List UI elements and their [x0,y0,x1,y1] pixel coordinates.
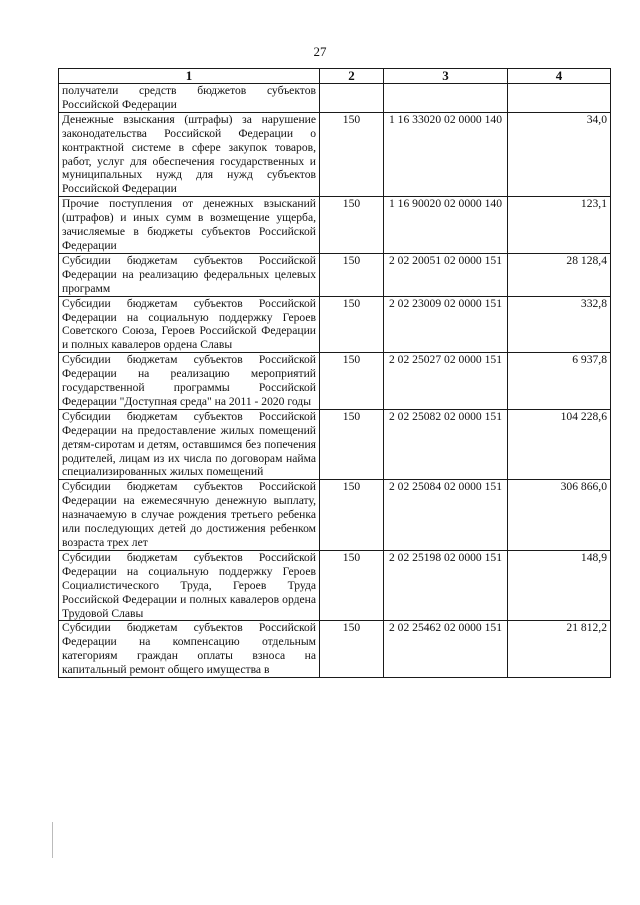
row-kbk: 2 02 20051 02 0000 151 [384,253,508,296]
row-name: Субсидии бюджетам субъектов Российской Федерации на предоставление жилых помещений детям-сиротам и детям, оставшимся без попечения родителей, лицам из их числа по договорам найма специализированных жилых помещений [59,409,320,480]
row-name: Субсидии бюджетам субъектов Российской Федерации на социальную поддержку Героев Советского Союза, Героев Российской Федерации и полных кавалеров ордена Славы [59,296,320,353]
row-amount: 34,0 [508,112,611,196]
page-number: 27 [313,44,327,59]
row-kbk: 2 02 25027 02 0000 151 [384,353,508,410]
row-code: 150 [320,480,384,551]
row-amount: 332,8 [508,296,611,353]
column-header-4: 4 [508,69,611,84]
table-row [59,353,611,410]
row-name: Прочие поступления от денежных взысканий (штрафов) и иных сумм в возмещение ущерба, зачисляемые в бюджеты субъектов Российской Федерации [59,197,320,254]
table-row [59,480,611,551]
table-header-row [59,69,611,84]
column-header-1: 1 [59,69,320,84]
row-amount [508,84,611,113]
row-code: 150 [320,197,384,254]
row-code: 150 [320,296,384,353]
row-amount: 123,1 [508,197,611,254]
column-header-3: 3 [384,69,508,84]
budget-revenue-table [58,68,611,678]
row-name: Субсидии бюджетам субъектов Российской Федерации на реализацию федеральных целевых программ [59,253,320,296]
row-code: 150 [320,409,384,480]
row-code: 150 [320,253,384,296]
row-name: Субсидии бюджетам субъектов Российской Федерации на реализацию мероприятий государственной программы Российской Федерации "Доступная среда" на 2011 - 2020 годы [59,353,320,410]
table-row [59,296,611,353]
row-amount: 6 937,8 [508,353,611,410]
row-amount: 28 128,4 [508,253,611,296]
row-code: 150 [320,550,384,621]
row-name: Субсидии бюджетам субъектов Российской Федерации на ежемесячную денежную выплату, назначаемую в случае рождения третьего ребенка или последующих детей до достижения ребенком возраста трех лет [59,480,320,551]
row-kbk: 1 16 90020 02 0000 140 [384,197,508,254]
table-row [59,84,611,113]
row-name: получатели средств бюджетов субъектов Российской Федерации [59,84,320,113]
table-row [59,253,611,296]
row-kbk [384,84,508,113]
row-code [320,84,384,113]
table-row [59,621,611,678]
row-name: Денежные взыскания (штрафы) за нарушение законодательства Российской Федерации о контрактной системе в сфере закупок товаров, работ, услуг для обеспечения государственных и муниципальных нужд для нужд субъектов Российской Федерации [59,112,320,196]
row-kbk: 2 02 25198 02 0000 151 [384,550,508,621]
row-code: 150 [320,112,384,196]
row-amount: 104 228,6 [508,409,611,480]
row-amount: 306 866,0 [508,480,611,551]
row-kbk: 2 02 25084 02 0000 151 [384,480,508,551]
column-header-2: 2 [320,69,384,84]
table-row [59,197,611,254]
row-kbk: 2 02 25462 02 0000 151 [384,621,508,678]
table-row [59,550,611,621]
row-code: 150 [320,353,384,410]
table-row [59,409,611,480]
row-kbk: 2 02 23009 02 0000 151 [384,296,508,353]
row-name: Субсидии бюджетам субъектов Российской Федерации на социальную поддержку Героев Социалистического Труда, Героев Труда Российской Федерации и полных кавалеров ордена Трудовой Славы [59,550,320,621]
row-amount: 148,9 [508,550,611,621]
row-name: Субсидии бюджетам субъектов Российской Федерации на компенсацию отдельным категориям граждан оплаты взноса на капитальный ремонт общего имущества в [59,621,320,678]
table-row [59,112,611,196]
row-amount: 21 812,2 [508,621,611,678]
row-code: 150 [320,621,384,678]
row-kbk: 2 02 25082 02 0000 151 [384,409,508,480]
row-kbk: 1 16 33020 02 0000 140 [384,112,508,196]
scan-margin-mark [52,822,53,858]
